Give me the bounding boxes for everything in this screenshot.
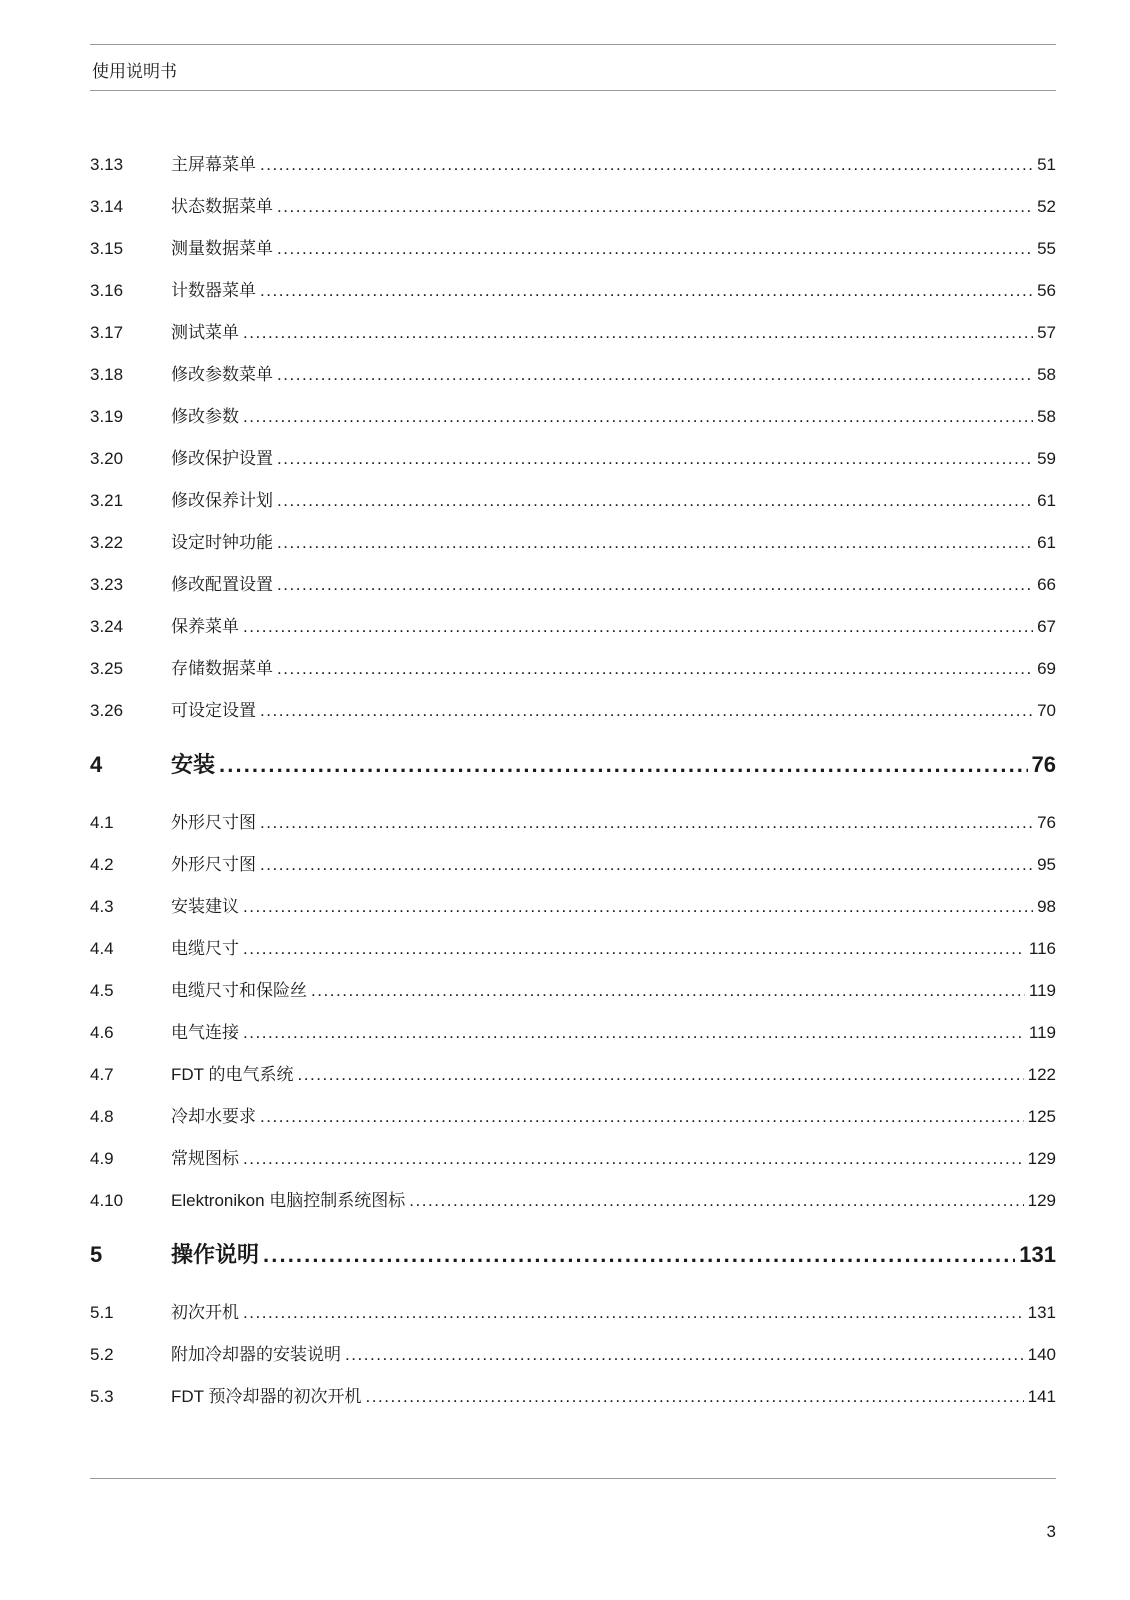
toc-entry-row[interactable] xyxy=(90,486,1056,528)
toc-entry-row[interactable] xyxy=(90,570,1056,612)
toc-entry-row[interactable] xyxy=(90,360,1056,402)
toc-dot-leader xyxy=(243,1303,1024,1323)
toc-entry-page: 67 xyxy=(1037,617,1056,636)
toc-entry-number: 4.5 xyxy=(90,981,114,1000)
toc-entry-row[interactable] xyxy=(90,808,1056,850)
header-rule-bottom xyxy=(90,90,1056,91)
toc-entry-page: 116 xyxy=(1028,939,1056,958)
toc-entry-row[interactable] xyxy=(90,934,1056,976)
footer-rule xyxy=(90,1478,1056,1479)
toc-entry-title: 修改保护设置 xyxy=(171,449,273,468)
toc-entry-row[interactable] xyxy=(90,1340,1056,1382)
toc-entry-number: 5.1 xyxy=(90,1303,114,1322)
toc-entry-number: 3.18 xyxy=(90,365,124,384)
toc-entry-page: 66 xyxy=(1037,575,1056,594)
toc-entry-number: 4.7 xyxy=(90,1065,114,1084)
page-number: 3 xyxy=(1046,1522,1056,1541)
toc-entry-page: 98 xyxy=(1037,897,1056,916)
toc-entry-row[interactable] xyxy=(90,612,1056,654)
toc-entry-title: 冷却水要求 xyxy=(171,1107,256,1126)
toc-entry-row[interactable] xyxy=(90,850,1056,892)
toc-entry-row[interactable] xyxy=(90,1382,1056,1424)
toc-chapter-row[interactable] xyxy=(90,1238,1056,1280)
toc-dot-leader xyxy=(277,365,1033,385)
toc-entry-number: 3.26 xyxy=(90,701,124,720)
toc-entry-number: 5.2 xyxy=(90,1345,114,1364)
toc-entry-page: 52 xyxy=(1037,197,1056,216)
toc-entry-row[interactable] xyxy=(90,150,1056,192)
toc-dot-leader xyxy=(260,281,1033,301)
toc-entry-title: 状态数据菜单 xyxy=(171,197,273,216)
toc-entry-page: 61 xyxy=(1037,533,1056,552)
toc-entry-page: 141 xyxy=(1027,1387,1056,1406)
toc-dot-leader xyxy=(260,1107,1024,1127)
toc-dot-leader xyxy=(297,1065,1023,1085)
toc-entry-page: 51 xyxy=(1037,155,1056,174)
toc-entry-number: 3.24 xyxy=(90,617,124,636)
toc-entry-title: 常规图标 xyxy=(171,1149,239,1168)
toc-dot-leader xyxy=(260,701,1033,721)
toc-entry-title: 测量数据菜单 xyxy=(171,239,273,258)
toc-dot-leader xyxy=(260,813,1033,833)
toc-entry-title: 操作说明 xyxy=(171,1242,260,1267)
toc-entry-number: 3.23 xyxy=(90,575,124,594)
toc-entry-row[interactable] xyxy=(90,234,1056,276)
toc-entry-title: 初次开机 xyxy=(171,1303,239,1322)
toc-entry-page: 56 xyxy=(1037,281,1056,300)
toc-entry-row[interactable] xyxy=(90,976,1056,1018)
toc-dot-leader xyxy=(243,1149,1024,1169)
toc-entry-title: 电气连接 xyxy=(171,1023,239,1042)
toc-entry-title: 可设定设置 xyxy=(171,701,256,720)
toc-dot-leader xyxy=(277,533,1033,553)
toc-entry-page: 131 xyxy=(1027,1303,1056,1322)
toc-entry-title: 安装建议 xyxy=(171,897,239,916)
toc-entry-page: 95 xyxy=(1037,855,1056,874)
toc-entry-row[interactable] xyxy=(90,444,1056,486)
toc-dot-leader xyxy=(277,491,1033,511)
toc-entry-page: 70 xyxy=(1037,701,1056,720)
toc-entry-number: 4.10 xyxy=(90,1191,124,1210)
toc-dot-leader xyxy=(243,1023,1025,1043)
toc-entry-row[interactable] xyxy=(90,276,1056,318)
toc-dot-leader xyxy=(260,155,1033,175)
toc-dot-leader xyxy=(345,1345,1024,1365)
toc-dot-leader xyxy=(243,897,1033,917)
toc-entry-page: 119 xyxy=(1028,981,1056,1000)
toc-entry-row[interactable] xyxy=(90,192,1056,234)
toc-entry-title: Elektronikon 电脑控制系统图标 xyxy=(171,1191,406,1210)
toc-entry-page: 61 xyxy=(1037,491,1056,510)
toc-entry-row[interactable] xyxy=(90,528,1056,570)
toc-entry-title: 修改参数菜单 xyxy=(171,365,273,384)
toc-entry-row[interactable] xyxy=(90,696,1056,738)
toc-entry-title: FDT 预冷却器的初次开机 xyxy=(171,1387,362,1406)
toc-entry-page: 129 xyxy=(1027,1149,1056,1168)
toc-entry-title: 设定时钟功能 xyxy=(171,533,273,552)
toc-entry-title: 安装 xyxy=(171,752,216,777)
toc-entry-title: 计数器菜单 xyxy=(171,281,256,300)
toc-entry-row[interactable] xyxy=(90,1186,1056,1228)
toc-entry-row[interactable] xyxy=(90,892,1056,934)
toc-entry-page: 59 xyxy=(1037,449,1056,468)
toc-dot-leader xyxy=(365,1387,1023,1407)
toc-dot-leader xyxy=(277,575,1033,595)
toc-entry-title: 保养菜单 xyxy=(171,617,239,636)
table-of-contents xyxy=(90,150,1056,1424)
toc-entry-page: 76 xyxy=(1031,752,1056,777)
toc-entry-title: 存储数据菜单 xyxy=(171,659,273,678)
toc-entry-number: 3.19 xyxy=(90,407,124,426)
toc-entry-page: 76 xyxy=(1037,813,1056,832)
toc-entry-title: 主屏幕菜单 xyxy=(171,155,256,174)
toc-entry-row[interactable] xyxy=(90,654,1056,696)
toc-entry-page: 125 xyxy=(1027,1107,1056,1126)
toc-entry-title: 修改配置设置 xyxy=(171,575,273,594)
toc-entry-number: 3.25 xyxy=(90,659,124,678)
toc-entry-row[interactable] xyxy=(90,1144,1056,1186)
toc-entry-row[interactable] xyxy=(90,1298,1056,1340)
toc-entry-row[interactable] xyxy=(90,1018,1056,1060)
toc-entry-page: 55 xyxy=(1037,239,1056,258)
toc-entry-number: 3.15 xyxy=(90,239,124,258)
toc-entry-page: 69 xyxy=(1037,659,1056,678)
header-title: 使用说明书 xyxy=(92,62,177,81)
toc-entry-number: 3.20 xyxy=(90,449,124,468)
toc-entry-number: 4.1 xyxy=(90,813,114,832)
toc-entry-page: 119 xyxy=(1028,1023,1056,1042)
toc-entry-page: 58 xyxy=(1037,365,1056,384)
toc-entry-number: 4.6 xyxy=(90,1023,114,1042)
toc-entry-number: 4.2 xyxy=(90,855,114,874)
toc-entry-title: 修改保养计划 xyxy=(171,491,273,510)
toc-dot-leader xyxy=(243,407,1033,427)
toc-entry-page: 58 xyxy=(1037,407,1056,426)
toc-entry-title: 外形尺寸图 xyxy=(171,813,256,832)
toc-dot-leader xyxy=(277,197,1033,217)
toc-entry-title: 修改参数 xyxy=(171,407,239,426)
toc-dot-leader xyxy=(311,981,1025,1001)
header-rule-top xyxy=(90,44,1056,45)
toc-entry-page: 140 xyxy=(1027,1345,1056,1364)
toc-entry-number: 3.16 xyxy=(90,281,124,300)
toc-chapter-row[interactable] xyxy=(90,748,1056,790)
toc-entry-number: 4.3 xyxy=(90,897,114,916)
toc-entry-number: 4 xyxy=(90,752,103,777)
toc-entry-number: 5 xyxy=(90,1242,103,1267)
toc-entry-number: 3.13 xyxy=(90,155,124,174)
toc-dot-leader xyxy=(219,752,1028,778)
toc-dot-leader xyxy=(277,239,1033,259)
toc-dot-leader xyxy=(277,659,1033,679)
toc-entry-page: 129 xyxy=(1027,1191,1056,1210)
toc-dot-leader xyxy=(260,855,1033,875)
toc-entry-row[interactable] xyxy=(90,402,1056,444)
toc-dot-leader xyxy=(263,1242,1015,1268)
toc-entry-title: 外形尺寸图 xyxy=(171,855,256,874)
toc-entry-title: FDT 的电气系统 xyxy=(171,1065,294,1084)
toc-dot-leader xyxy=(243,617,1033,637)
toc-dot-leader xyxy=(277,449,1033,469)
toc-entry-number: 4.9 xyxy=(90,1149,114,1168)
toc-entry-number: 5.3 xyxy=(90,1387,114,1406)
toc-entry-number: 4.4 xyxy=(90,939,114,958)
toc-entry-row[interactable] xyxy=(90,1060,1056,1102)
toc-entry-title: 电缆尺寸 xyxy=(171,939,239,958)
toc-entry-number: 3.22 xyxy=(90,533,124,552)
toc-dot-leader xyxy=(243,939,1025,959)
toc-entry-title: 电缆尺寸和保险丝 xyxy=(171,981,307,1000)
toc-entry-number: 4.8 xyxy=(90,1107,114,1126)
toc-entry-number: 3.17 xyxy=(90,323,124,342)
toc-dot-leader xyxy=(243,323,1033,343)
toc-entry-number: 3.14 xyxy=(90,197,124,216)
toc-entry-page: 131 xyxy=(1019,1242,1056,1267)
toc-dot-leader xyxy=(409,1191,1023,1211)
toc-entry-title: 测试菜单 xyxy=(171,323,239,342)
toc-entry-page: 57 xyxy=(1037,323,1056,342)
toc-entry-title: 附加冷却器的安装说明 xyxy=(171,1345,341,1364)
toc-entry-row[interactable] xyxy=(90,318,1056,360)
toc-entry-row[interactable] xyxy=(90,1102,1056,1144)
toc-entry-page: 122 xyxy=(1027,1065,1056,1084)
toc-entry-number: 3.21 xyxy=(90,491,124,510)
